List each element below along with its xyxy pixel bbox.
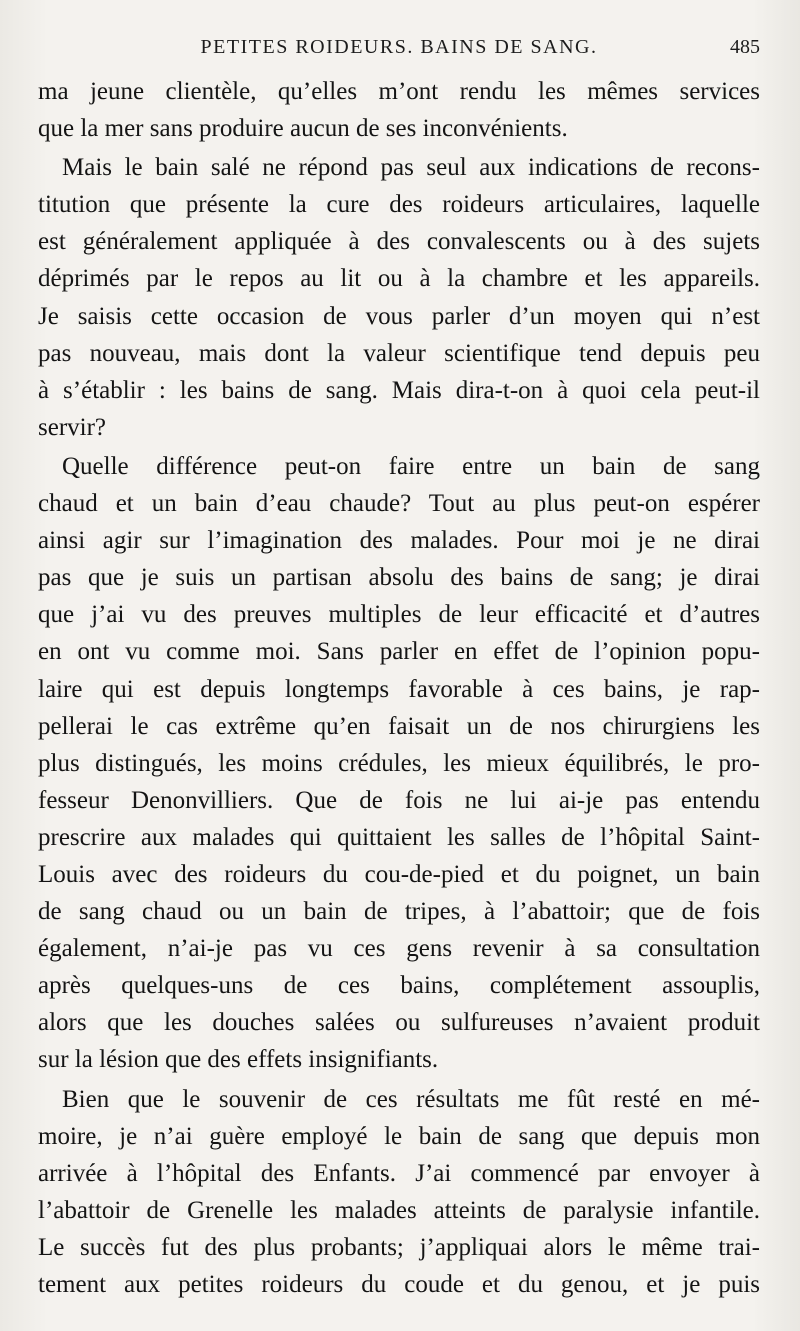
paragraph-4 bbox=[38, 1081, 760, 1304]
text-line: Quelle différence peut-on faire entre un bain de sang bbox=[62, 452, 760, 480]
text-line: pas que je suis un partisan absolu des bains de sang; je dirai bbox=[38, 564, 760, 592]
paragraph-1 bbox=[38, 73, 760, 147]
text-line: pellerai le cas extrême qu’en faisait un de nos chirurgiens les bbox=[38, 712, 760, 740]
text-line: tement aux petites roideurs du coude et du genou, et je puis bbox=[38, 1271, 760, 1298]
text-line: Je saisis cette occasion de vous parler d’un moyen qui n’est bbox=[38, 302, 760, 330]
page-number: 485 bbox=[730, 36, 760, 58]
text-line: arrivée à l’hôpital des Enfants. J’ai commencé par envoyer à bbox=[38, 1159, 760, 1187]
text-line: Bien que le souvenir de ces résultats me fût resté en mé- bbox=[62, 1085, 760, 1113]
text-line: alors que les douches salées ou sulfureuses n’avaient produit bbox=[38, 1009, 760, 1037]
text-line: sur la lésion que des effets insignifiants. bbox=[38, 1046, 439, 1074]
text-line: chaud et un bain d’eau chaude? Tout au plus peut-on espérer bbox=[38, 490, 760, 518]
text-line: que la mer sans produire aucun de ses inconvénients. bbox=[38, 115, 568, 143]
text-line: que j’ai vu des preuves multiples de leur efficacité et d’autres bbox=[38, 601, 760, 629]
text-line: est généralement appliquée à des convalescents ou à des sujets bbox=[38, 228, 760, 256]
text-line: laire qui est depuis longtemps favorable à ces bains, je rap- bbox=[38, 675, 760, 703]
text-line: déprimés par le repos au lit ou à la chambre et les appareils. bbox=[38, 265, 760, 293]
text-line: Le succès fut des plus probants; j’appliquai alors le même trai- bbox=[38, 1233, 760, 1261]
text-line: pas nouveau, mais dont la valeur scientifique tend depuis peu bbox=[38, 339, 760, 367]
text-line: ainsi agir sur l’imagination des malades. Pour moi je ne dirai bbox=[38, 527, 760, 555]
text-line: Louis avec des roideurs du cou-de-pied et du poignet, un bain bbox=[38, 860, 760, 888]
paragraph-2 bbox=[38, 149, 760, 446]
text-line: moire, je n’ai guère employé le bain de sang que depuis mon bbox=[38, 1122, 760, 1150]
text-line: ma jeune clientèle, qu’elles m’ont rendu les mêmes services bbox=[38, 78, 760, 105]
body-text bbox=[38, 73, 760, 1303]
text-line: à s’établir : les bains de sang. Mais dira-t-on à quoi cela peut-il bbox=[38, 376, 760, 404]
text-line: titution que présente la cure des roideurs articulaires, laquelle bbox=[38, 191, 760, 219]
running-head bbox=[38, 34, 760, 60]
paragraph-3 bbox=[38, 448, 760, 1079]
text-line: servir? bbox=[38, 413, 107, 441]
text-line: en ont vu comme moi. Sans parler en effet de l’opinion popu- bbox=[38, 638, 760, 666]
text-line: plus distingués, les moins crédules, les mieux équilibrés, le pro- bbox=[38, 749, 760, 777]
running-title: PETITES ROIDEURS. BAINS DE SANG. bbox=[200, 36, 598, 58]
text-line: Mais le bain salé ne répond pas seul aux indications de recons- bbox=[62, 154, 760, 182]
text-line: l’abattoir de Grenelle les malades atteints de paralysie infantile. bbox=[38, 1196, 760, 1224]
text-line: de sang chaud ou un bain de tripes, à l’abattoir; que de fois bbox=[38, 898, 760, 926]
text-line: fesseur Denonvilliers. Que de fois ne lui ai-je pas entendu bbox=[38, 786, 760, 814]
text-line: également, n’ai-je pas vu ces gens revenir à sa consultation bbox=[38, 935, 760, 963]
text-line: prescrire aux malades qui quittaient les salles de l’hôpital Saint- bbox=[38, 823, 760, 851]
text-line: après quelques-uns de ces bains, complétement assouplis, bbox=[38, 972, 760, 1000]
